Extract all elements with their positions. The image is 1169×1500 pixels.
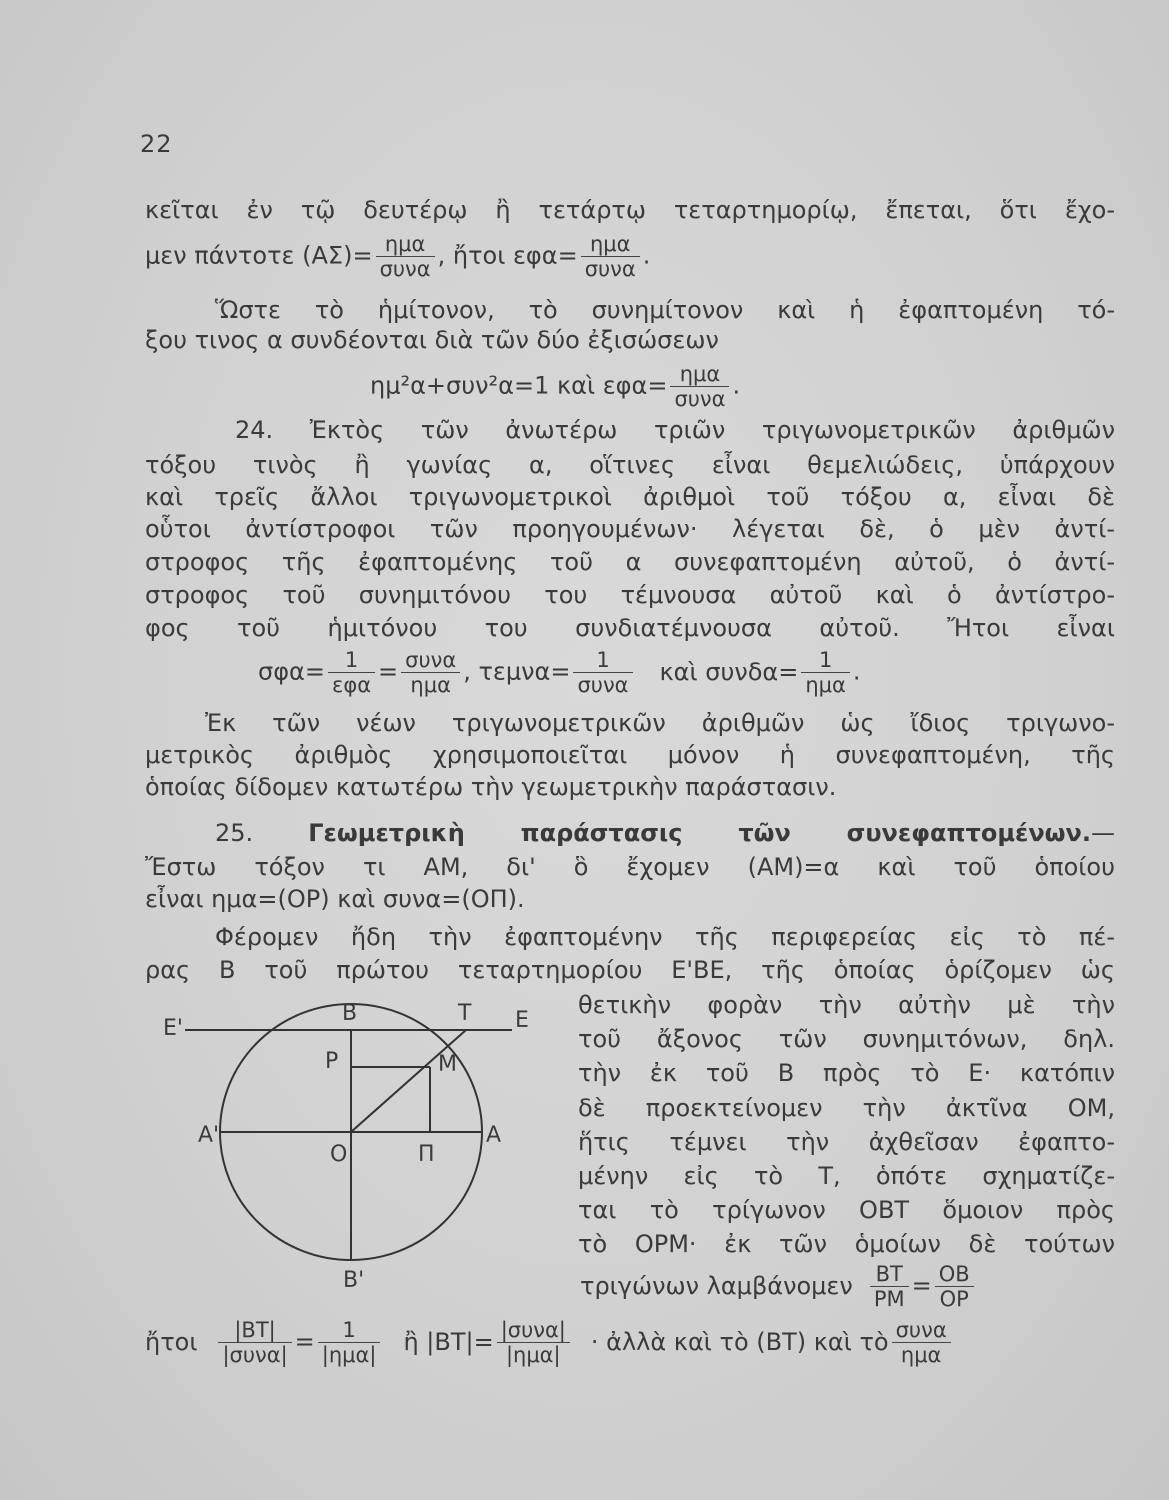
fraction: [497, 1318, 570, 1367]
denominator: |ημα|: [321, 1343, 377, 1367]
numerator: ημα: [581, 232, 640, 257]
text-fragment: σφα=: [258, 657, 325, 686]
text-line: εἶναι ημα=(ΟΡ) καὶ συνα=(ΟΠ).: [145, 885, 525, 913]
section-number: 25.: [215, 819, 309, 847]
page-number: 22: [140, 130, 173, 158]
unit-circle-diagram: [160, 995, 540, 1315]
fraction: [801, 648, 850, 697]
numerator: |συνα|: [497, 1318, 570, 1343]
denominator: συνα: [584, 257, 636, 281]
label-b: Β: [342, 1001, 358, 1026]
label-b-prime: Β': [343, 1268, 365, 1293]
denominator: |ημα|: [505, 1343, 561, 1367]
text-line: μένην εἰς τὸ Τ, ὁπότε σχηματίζε-: [578, 1162, 1115, 1190]
equation-line: σφα= $\frac{1}{\text{εφα}}$ = $\frac{\text{συνα}}{\text{ημα}}$ , τεμνα= $\frac{1}{\text{συνα}}$ καὶ συνδα= $\frac{1}{\text{ημα}}$ .: [258, 648, 861, 697]
numerator: |ΒΤ|: [218, 1318, 291, 1343]
label-p: Ρ: [325, 1049, 339, 1074]
text-line: Ὥστε τὸ ἡμίτονον, τὸ συνημίτονον καὶ ἡ ἐφαπτομένη τό-: [215, 296, 1115, 324]
numerator: 1: [801, 648, 850, 673]
denominator: συνα: [379, 257, 431, 281]
text-line: τόξου τινὸς ἢ γωνίας α, οἵτινες εἶναι θεμελιώδεις, ὑπάρχουν: [145, 451, 1115, 479]
label-m: Μ: [438, 1052, 457, 1077]
text-line: οὗτοι ἀντίστροφοι τῶν προηγουμένων· λέγεται δὲ, ὁ μὲν ἀντί-: [145, 515, 1115, 543]
radius-om-extended: [351, 1030, 466, 1132]
fraction: [573, 648, 632, 697]
denominator: ημα: [805, 673, 846, 697]
equation-line: [580, 1262, 977, 1311]
text-line: δὲ προεκτείνομεν τὴν ἀκτῖνα ΟΜ,: [578, 1094, 1115, 1122]
numerator: ΟΒ: [935, 1262, 974, 1287]
text-fragment: =: [294, 1327, 315, 1356]
text-line: Φέρομεν ἤδη τὴν ἐφαπτομένην τῆς περιφερείας εἰς τὸ πέ-: [215, 923, 1115, 951]
label-pi: Π: [418, 1142, 435, 1167]
text-fragment: =: [378, 657, 399, 686]
denominator: συνα: [674, 387, 726, 411]
section-title: Γεωμετρικὴ παράστασις τῶν συνεφαπτομένων.: [308, 819, 1092, 847]
text-fragment: , τεμνα=: [463, 657, 571, 686]
label-t: Τ: [458, 1001, 472, 1026]
denominator: ΡΜ: [873, 1287, 905, 1311]
text-line: ρας Β τοῦ πρώτου τεταρτημορίου Ε'ΒΕ, τῆς ὁποίας ὁρίζομεν ὡς: [145, 956, 1115, 984]
equation-line: [145, 1318, 954, 1367]
text-line: τὸ ΟΡΜ· ἐκ τῶν ὁμοίων δὲ τούτων: [578, 1230, 1115, 1258]
text-fragment: ἤτοι: [145, 1327, 198, 1356]
denominator: |συνα|: [222, 1343, 288, 1367]
text-line: ὁποίας δίδομεν κατωτέρω τὴν γεωμετρικὴν παράστασιν.: [145, 773, 837, 801]
fraction: [401, 648, 460, 697]
denominator: ημα: [900, 1343, 942, 1367]
label-e-prime: Ε': [163, 1016, 183, 1041]
fraction: [581, 232, 640, 281]
text-line: φος τοῦ ἡμιτόνου του συνδιατέμνουσα αὐτοῦ. Ἤτοι εἶναι: [145, 614, 1115, 642]
numerator: 1: [328, 648, 375, 673]
text-line: θετικὴν φορὰν τὴν αὐτὴν μὲ τὴν: [578, 991, 1115, 1019]
numerator: 1: [573, 648, 632, 673]
numerator: ημα: [376, 232, 435, 257]
text-line: 24. Ἐκτὸς τῶν ἀνωτέρω τριῶν τριγωνομετρικῶν ἀριθμῶν: [235, 416, 1115, 444]
text-line: τὴν ἐκ τοῦ Β πρὸς τὸ Ε· κατόπιν: [578, 1059, 1115, 1087]
text-line: ται τὸ τρίγωνον ΟΒΤ ὅμοιον πρὸς: [578, 1196, 1115, 1224]
text-fragment: , ἤτοι εφα=: [437, 241, 578, 270]
text-line: μετρικὸς ἀριθμὸς χρησιμοποιεῖται μόνον ἡ συνεφαπτομένη, τῆς: [145, 741, 1115, 769]
text-line: Ἔστω τόξον τι ΑΜ, δι' ὃ ἔχομεν (ΑΜ)=α καὶ τοῦ ὁποίου: [145, 853, 1115, 881]
numerator: ΒΤ: [870, 1262, 909, 1287]
text-fragment: ημ²α+συν²α=1 καὶ εφα=: [370, 371, 668, 400]
fraction: [870, 1262, 909, 1311]
text-fragment: ἢ |ΒΤ|=: [403, 1327, 494, 1356]
text-fragment: =: [911, 1271, 932, 1300]
fraction: [670, 362, 729, 411]
equation-line: μεν πάντοτε (ΑΣ)= $\frac{\text{ημα}}{\text{συνα}}$ , ἤτοι εφα= $\frac{\text{ημα}}{\text{συνα}}$ .: [145, 232, 651, 281]
text-fragment: μεν πάντοτε (ΑΣ)=: [145, 241, 373, 270]
text-line: καὶ τρεῖς ἄλλοι τριγωνομετρικοὶ ἀριθμοὶ τοῦ τόξου α, εἶναι δὲ: [145, 483, 1115, 511]
text-line: ἥτις τέμνει τὴν ἀχθεῖσαν ἐφαπτο-: [578, 1128, 1115, 1156]
fraction: [328, 648, 375, 697]
dash: —: [1091, 819, 1116, 847]
text-fragment: τριγώνων λαμβάνομεν: [580, 1271, 853, 1300]
fraction: [376, 232, 435, 281]
text-fragment: καὶ συνδα=: [659, 657, 799, 686]
denominator: συνα: [577, 673, 629, 697]
fraction: [318, 1318, 381, 1367]
text-line: στροφος τοῦ συνημιτόνου του τέμνουσα αὐτοῦ καὶ ὁ ἀντίστρο-: [145, 581, 1115, 609]
denominator: εφα: [331, 673, 372, 697]
equation-line: ημ²α+συν²α=1 καὶ εφα= $\frac{\text{ημα}}{\text{συνα}}$ .: [370, 362, 741, 411]
label-a-prime: Α': [198, 1123, 220, 1148]
denominator: ημα: [410, 673, 451, 697]
text-line: στροφος τῆς ἐφαπτομένης τοῦ α συνεφαπτομένη αὐτοῦ, ὁ ἀντί-: [145, 548, 1115, 576]
text-line: Ἐκ τῶν νέων τριγωνομετρικῶν ἀριθμῶν ὡς ἴδιος τριγωνο-: [205, 709, 1115, 737]
numerator: 1: [318, 1318, 381, 1343]
numerator: ημα: [670, 362, 729, 387]
fraction: [892, 1318, 951, 1367]
denominator: ΟΡ: [939, 1287, 969, 1311]
label-e: Ε: [515, 1008, 529, 1033]
fraction: [935, 1262, 974, 1311]
numerator: συνα: [892, 1318, 951, 1343]
fraction: [218, 1318, 291, 1367]
numerator: συνα: [401, 648, 460, 673]
text-line: τοῦ ἄξονος τῶν συνημιτόνων, δηλ.: [578, 1025, 1115, 1053]
section-heading-line: [215, 818, 1115, 848]
text-line: κεῖται ἐν τῷ δευτέρῳ ἢ τετάρτῳ τεταρτημορίῳ, ἔπεται, ὅτι ἔχο-: [145, 196, 1115, 224]
label-o: Ο: [330, 1142, 348, 1167]
label-a: Α: [486, 1123, 502, 1148]
text-line: ξου τινος α συνδέονται διὰ τῶν δύο ἐξισώσεων: [145, 326, 719, 354]
text-fragment: · ἀλλὰ καὶ τὸ (ΒΤ) καὶ τὸ: [590, 1327, 889, 1356]
